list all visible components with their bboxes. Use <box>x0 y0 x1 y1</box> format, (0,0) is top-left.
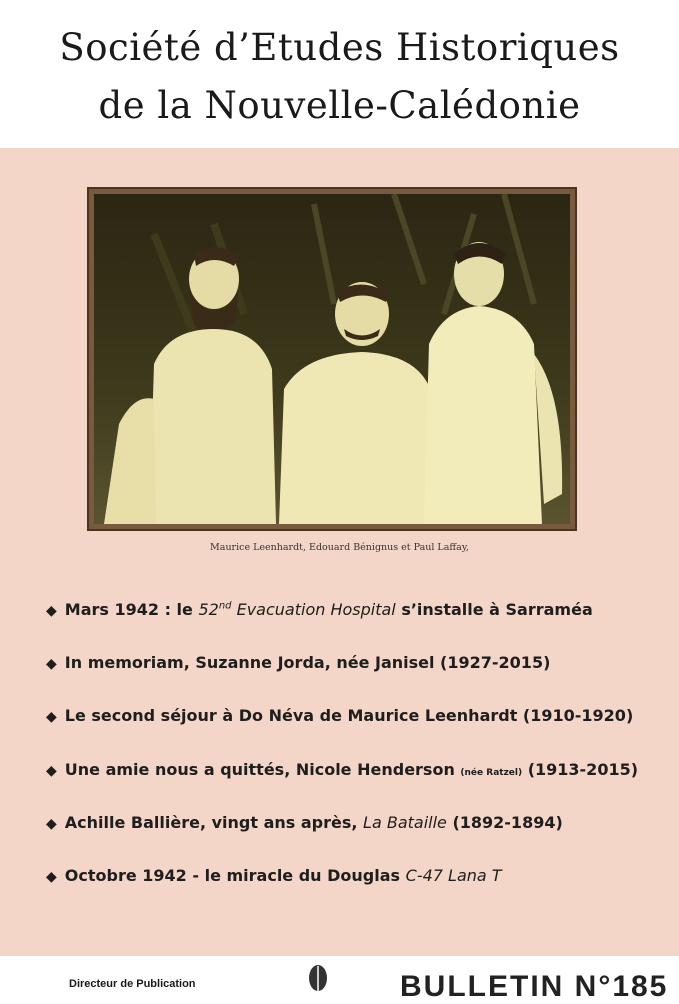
photo-frame <box>89 189 575 529</box>
list-item <box>46 653 550 672</box>
diamond-bullet-icon: ◆ <box>46 709 57 725</box>
item-text-italic: C-47 Lana T <box>405 866 502 885</box>
historical-photo <box>94 194 570 524</box>
society-logo-icon <box>304 962 332 991</box>
item-text: Le second séjour à Do Néva de Maurice Leenhardt (1910-1920) <box>64 706 634 725</box>
list-item <box>46 866 502 885</box>
header <box>0 0 679 148</box>
diamond-bullet-icon: ◆ <box>46 869 57 885</box>
photo-caption: Maurice Leenhardt, Edouard Bénignus et Paul Laffay, <box>210 542 469 553</box>
title-line-2: de la Nouvelle-Calédonie <box>98 84 581 127</box>
diamond-bullet-icon: ◆ <box>46 603 57 619</box>
diamond-bullet-icon: ◆ <box>46 656 57 672</box>
director-label: Directeur de Publication <box>69 978 196 990</box>
item-text: Achille Ballière, vingt ans après, <box>64 813 364 832</box>
item-text: In memoriam, Suzanne Jorda, née Janisel (1927-2015) <box>64 653 551 672</box>
item-text-italic: 52 <box>198 600 219 619</box>
item-text: (1892-1894) <box>446 813 563 832</box>
diamond-bullet-icon: ◆ <box>46 763 57 779</box>
item-text: Mars 1942 : le <box>64 600 199 619</box>
bulletin-number: BULLETIN N°185 <box>400 970 669 1003</box>
list-item <box>46 813 563 832</box>
item-text: s’installe à Sarraméa <box>395 600 593 619</box>
item-text-italic: La Bataille <box>363 813 447 832</box>
item-text: (1913-2015) <box>522 760 639 779</box>
diamond-bullet-icon: ◆ <box>46 816 57 832</box>
list-item <box>46 706 633 725</box>
item-superscript: nd <box>218 600 232 612</box>
list-item <box>46 600 593 619</box>
title-line-1: Société d’Etudes Historiques <box>59 26 620 69</box>
item-text-small: (née Ratzel) <box>460 768 523 778</box>
item-text: Une amie nous a quittés, Nicole Henderson <box>64 760 461 779</box>
item-text-italic: Evacuation Hospital <box>231 600 396 619</box>
list-item <box>46 760 638 779</box>
item-text: Octobre 1942 - le miracle du Douglas <box>64 866 406 885</box>
